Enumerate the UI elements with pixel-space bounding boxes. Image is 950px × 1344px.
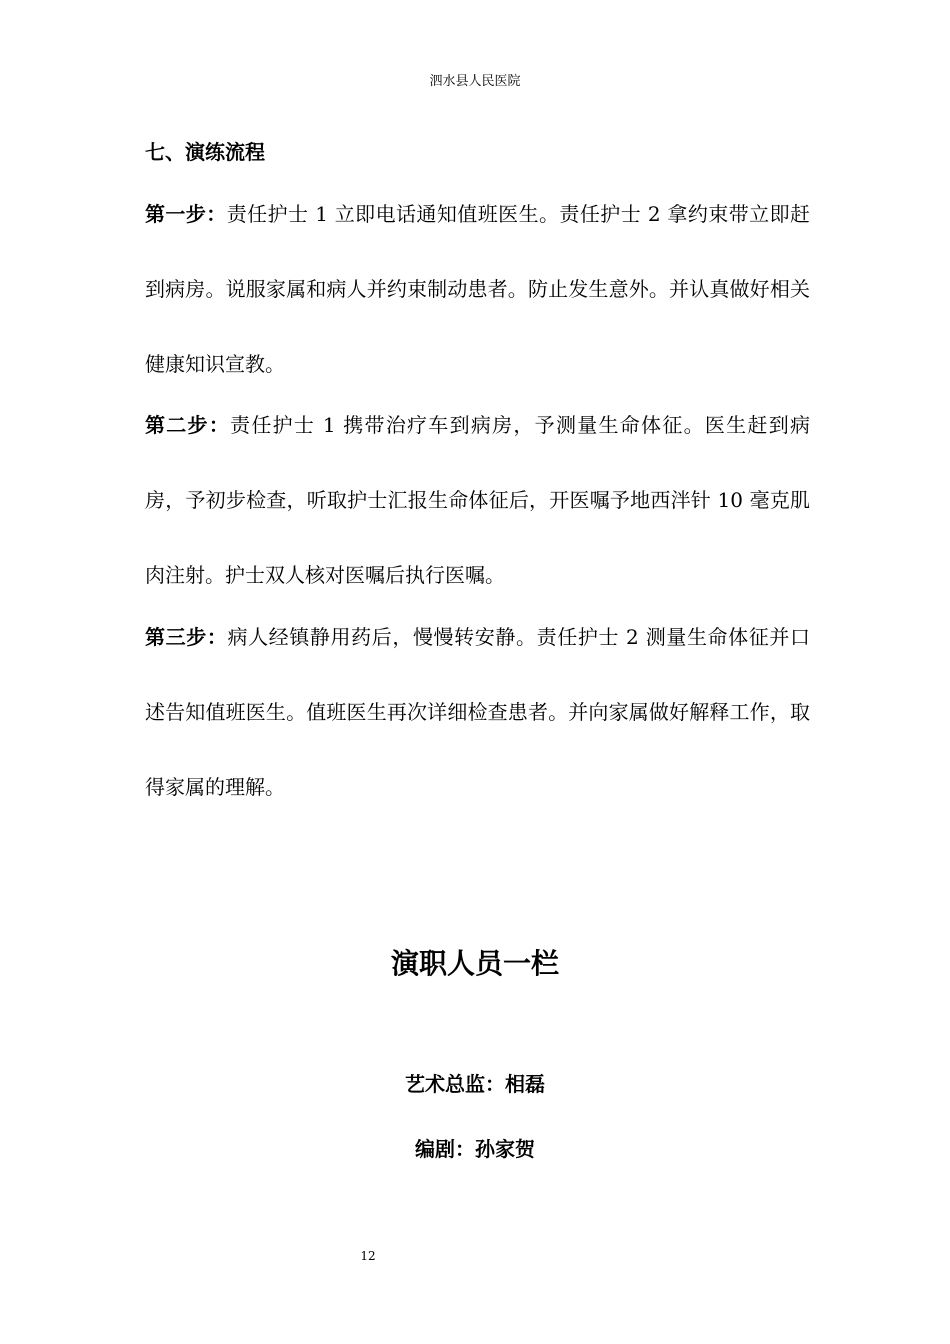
section-heading: 七、演练流程 [145, 140, 265, 164]
step-one-label: 第一步： [145, 202, 227, 226]
step-two-label: 第二步： [145, 413, 231, 437]
step-two-paragraph [145, 388, 810, 613]
cast-writer: 编剧：孙家贺 [415, 1137, 535, 1161]
step-three-label: 第三步： [145, 625, 228, 649]
step-three-paragraph [145, 600, 810, 825]
step-one-text: 责任护士 1 立即电话通知值班医生。责任护士 2 拿约束带立即赶到病房。说服家属和病人并约束制动患者。防止发生意外。并认真做好相关健康知识宣教。 [145, 202, 810, 376]
cast-title: 演职人员一栏 [390, 947, 559, 980]
step-three-text: 病人经镇静用药后，慢慢转安静。责任护士 2 测量生命体征并口述告知值班医生。值班医生再次详细检查患者。并向家属做好解释工作，取得家属的理解。 [145, 625, 810, 799]
cast-art-director: 艺术总监：相磊 [405, 1072, 545, 1096]
step-one-paragraph [145, 177, 810, 402]
step-two-text: 责任护士 1 携带治疗车到病房，予测量生命体征。医生赶到病房，予初步检查，听取护士汇报生命体征后，开医嘱予地西泮针 10 毫克肌肉注射。护士双人核对医嘱后执行医嘱。 [145, 413, 810, 587]
page-number: 12 [360, 1249, 376, 1263]
page-header: 泗水县人民医院 [429, 74, 521, 89]
